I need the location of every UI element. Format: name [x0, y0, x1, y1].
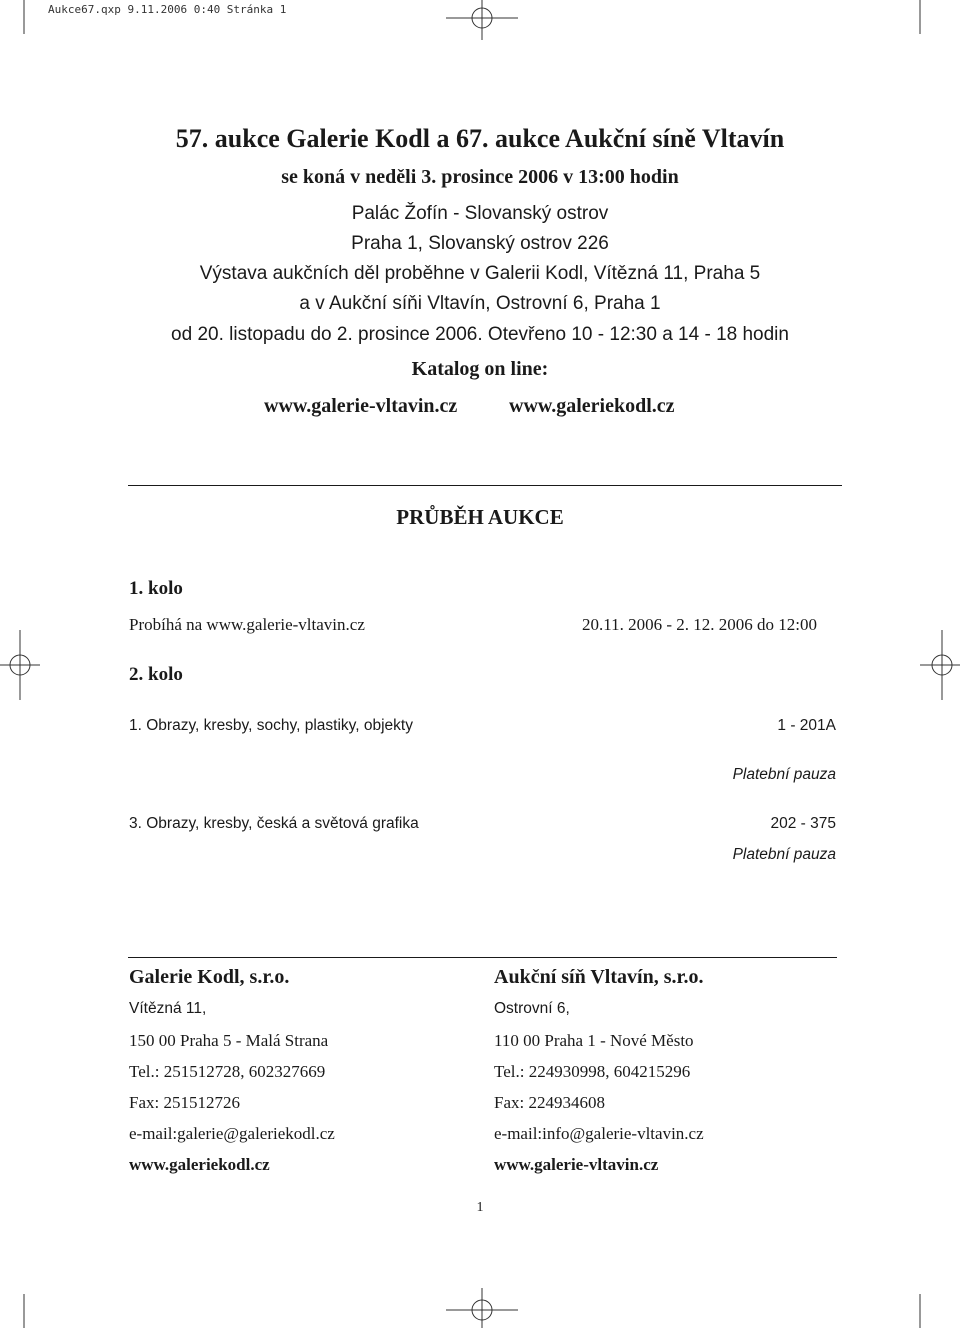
- schedule-item-lots: 1 - 201A: [777, 717, 836, 734]
- payment-pause-2: Platební pauza: [732, 846, 836, 863]
- contact-left-tel: Tel.: 251512728, 602327669: [129, 1062, 326, 1081]
- print-slug: Aukce67.qxp 9.11.2006 0:40 Stránka 1: [48, 3, 287, 16]
- schedule-item-name: 3. Obrazy, kresby, česká a světová grafika: [129, 815, 419, 832]
- contact-right-city: 110 00 Praha 1 - Nové Město: [494, 1031, 694, 1050]
- contact-right-street: Ostrovní 6,: [494, 1000, 570, 1017]
- registration-mark-right-icon: [920, 630, 960, 700]
- venue-line-1: Palác Žofín - Slovanský ostrov: [351, 203, 609, 224]
- contact-left-fax: Fax: 251512726: [129, 1093, 240, 1112]
- page-title: 57. aukce Galerie Kodl a 67. aukce Aukční síně Vltavín: [175, 124, 785, 153]
- contact-left-email[interactable]: e-mail:galerie@galeriekodl.cz: [129, 1124, 335, 1143]
- contact-left-web[interactable]: www.galeriekodl.cz: [129, 1155, 270, 1174]
- contact-right-tel: Tel.: 224930998, 604215296: [494, 1062, 691, 1081]
- catalog-url-vltavin[interactable]: www.galerie-vltavin.cz: [264, 395, 458, 417]
- registration-mark-left-icon: [0, 630, 40, 700]
- exhibition-line-2: a v Aukční síňi Vltavín, Ostrovní 6, Praha 1: [299, 293, 661, 314]
- contact-right-web[interactable]: www.galerie-vltavin.cz: [494, 1155, 659, 1174]
- registration-mark-top-icon: [446, 0, 518, 40]
- contact-left-name: Galerie Kodl, s.r.o.: [129, 966, 290, 988]
- schedule-title: PRŮBĚH AUKCE: [396, 505, 564, 529]
- payment-pause-1: Platební pauza: [732, 766, 836, 783]
- contact-right-fax: Fax: 224934608: [494, 1093, 605, 1112]
- round2-label: 2. kolo: [129, 664, 183, 685]
- contact-right-name: Aukční síň Vltavín, s.r.o.: [494, 966, 704, 988]
- page-number: 1: [476, 1200, 484, 1215]
- round1-dates: 20.11. 2006 - 2. 12. 2006 do 12:00: [582, 615, 818, 634]
- contact-left-city: 150 00 Praha 5 - Malá Strana: [129, 1031, 329, 1050]
- divider-contacts: [128, 957, 837, 958]
- date-line: se koná v neděli 3. prosince 2006 v 13:00 hodin: [281, 166, 679, 188]
- round1-text: Probíhá na www.galerie-vltavin.cz: [129, 615, 365, 634]
- contact-left-street: Vítězná 11,: [129, 1000, 207, 1017]
- venue-line-2: Praha 1, Slovanský ostrov 226: [351, 233, 609, 254]
- round1-label: 1. kolo: [129, 578, 183, 599]
- contact-right-email[interactable]: e-mail:info@galerie-vltavin.cz: [494, 1124, 704, 1143]
- registration-mark-bottom-icon: [446, 1288, 518, 1328]
- schedule-item-name: 1. Obrazy, kresby, sochy, plastiky, objekty: [129, 717, 413, 734]
- catalog-url-kodl[interactable]: www.galeriekodl.cz: [509, 395, 675, 417]
- divider-schedule: [128, 485, 842, 486]
- catalog-label: Katalog on line:: [411, 358, 549, 380]
- exhibition-line-1: Výstava aukčních děl proběhne v Galerii Kodl, Vítězná 11, Praha 5: [199, 263, 761, 284]
- schedule-item-lots: 202 - 375: [770, 815, 836, 832]
- exhibition-line-3: od 20. listopadu do 2. prosince 2006. Otevřeno 10 - 12:30 a 14 - 18 hodin: [171, 324, 789, 345]
